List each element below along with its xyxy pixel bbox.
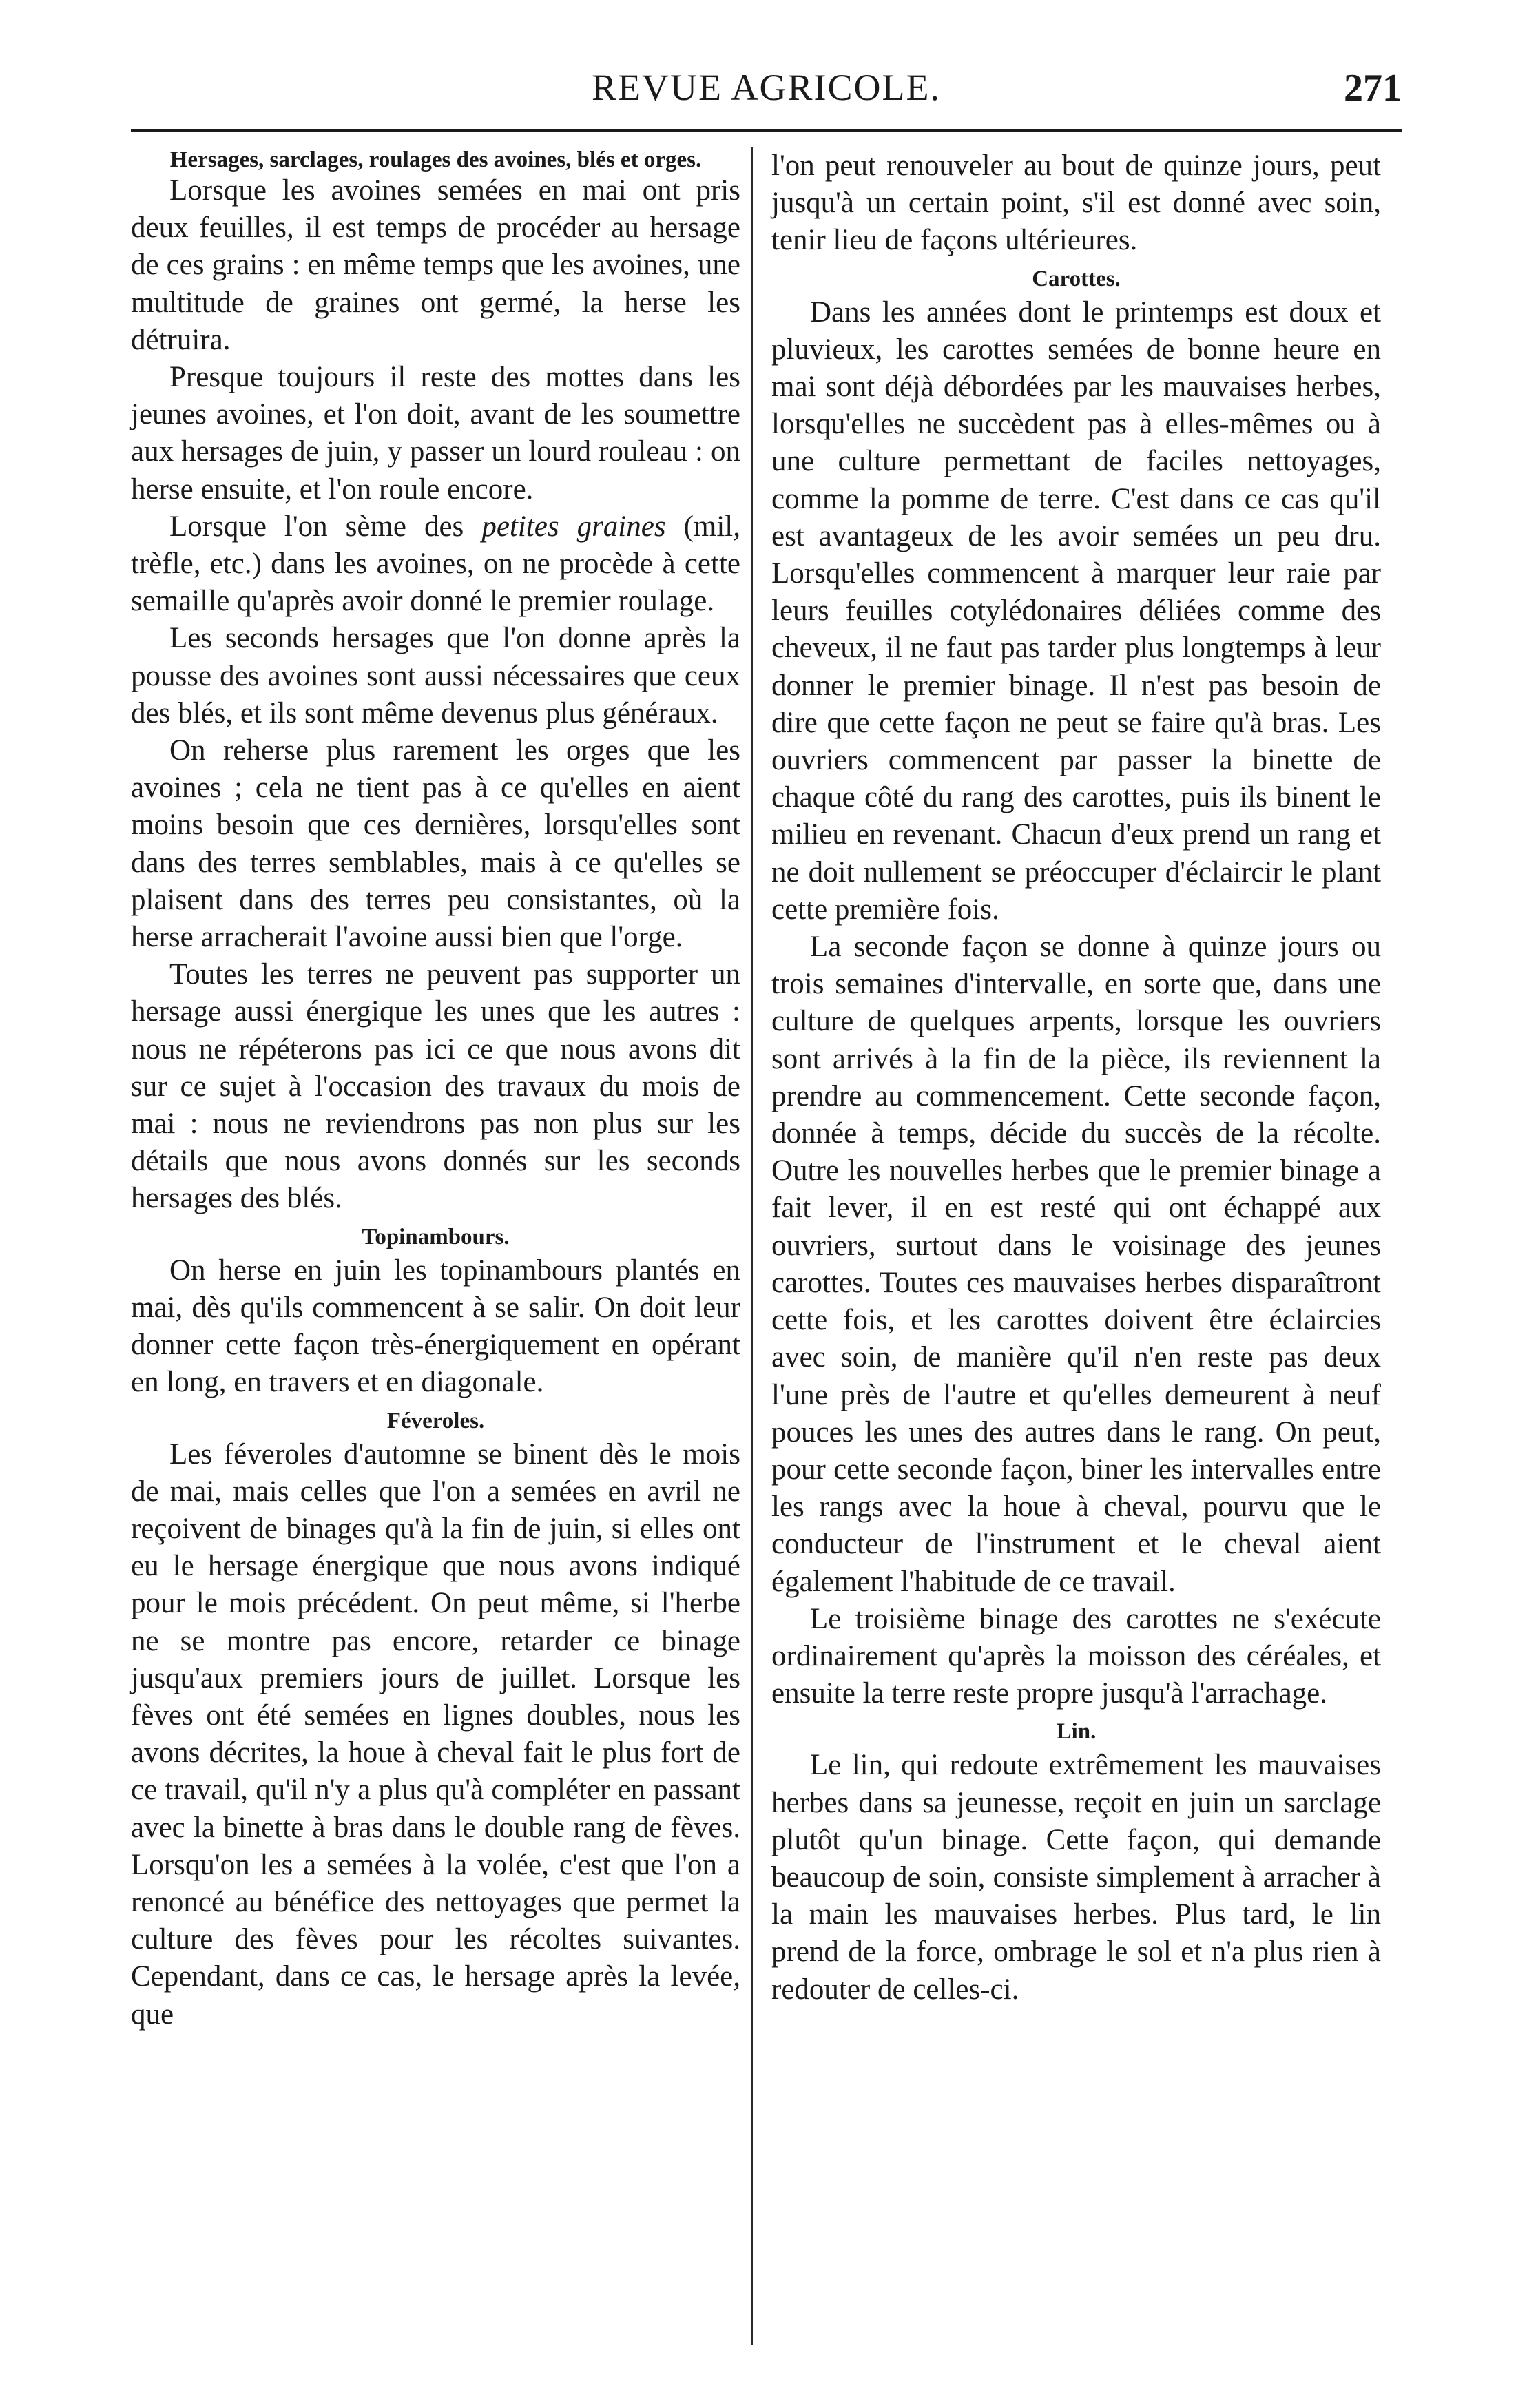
paragraph: Dans les années dont le printemps est doux et pluvieux, les carottes semées de bonne heure en mai sont déjà débordées par les mauvaises herbes, lorsqu'elles ne succèdent pas à elles-mêmes ou à une culture permettant de faciles nettoyages, comme la pomme de terre. C'est dans ce cas qu'il est avantageux de les avoir semées un peu dru. Lorsqu'elles commencent à marquer leur raie par leurs feuilles cotylédonaires déliées comme des cheveux, il ne faut pas tarder plus longtemps à leur donner le premier binage. Il n'est pas besoin de dire que cette façon ne peut se faire qu'à bras. Les ouvriers commencent par passer la binette de chaque côté du rang des carottes, puis ils binent le milieu en revenant. Chacun d'eux prend un rang et ne doit nullement se préoccuper d'éclaircir le plant cette première fois. <box>771 295 1381 926</box>
text-run: Lorsque l'on sème des <box>169 510 482 543</box>
section-title-hersages: Hersages, sarclages, roulages des avoines, blés et orges. <box>169 147 702 172</box>
paragraph: Toutes les terres ne peuvent pas supporter un hersage aussi énergique les unes que les autres : nous ne répéterons pas ici ce que nous avons dit sur ce sujet à l'occasion des travaux du mois de mai : nous ne reviendrons pas non plus sur les détails que nous avons donnés sur les seconds hersages des blés. <box>131 958 740 1215</box>
paragraph: On herse en juin les topinambours plantés en mai, dès qu'ils commencent à se salir. On doit leur donner cette façon très-énergiquement en opérant en long, en travers et en diagonale. <box>131 1254 740 1399</box>
section-title-lin: Lin. <box>1056 1719 1097 1745</box>
text-run: (mil, trèfle, etc.) dans les avoines, on ne procède à cette semaille qu'après avoir donné le premier roulage. <box>131 510 740 618</box>
left-column <box>131 147 740 2033</box>
page-header <box>131 63 1402 132</box>
paragraph-continued: l'on peut renouveler au bout de quinze jours, peut jusqu'à un certain point, s'il est donné avec soin, tenir lieu de façons ultérieures. <box>771 149 1381 257</box>
paragraph: On reherse plus rarement les orges que les avoines ; cela ne tient pas à ce qu'elles en aient moins besoin que ces dernières, lorsqu'elles sont dans des terres semblables, mais à ce qu'elles se plaisent dans des terres peu consistantes, où la herse arracherait l'avoine aussi bien que l'orge. <box>131 734 740 954</box>
running-title: REVUE AGRICOLE. <box>592 67 941 108</box>
page-number: 271 <box>1344 67 1402 110</box>
paragraph <box>131 508 740 621</box>
italic-text: petites graines <box>481 510 666 543</box>
paragraph: Les féveroles d'automne se binent dès le mois de mai, mais celles que l'on a semées en avril ne reçoivent de binages qu'à la fin de juin, si elles ont eu le hersage énergique que nous avons indiqué pour le mois précédent. On peut même, si l'herbe ne se montre pas encore, retarder ce binage jusqu'aux premiers jours de juillet. Lorsque les fèves ont été semées en lignes doubles, nous les avons décrites, la houe à cheval fait le plus fort de ce travail, qu'il n'y a plus qu'à compléter en passant avec la binette à bras dans le double rang de fèves. Lorsqu'on les a semées à la volée, c'est que l'on a renoncé au bénéfice des nettoyages que permet la culture des fèves pour les récoltes suivantes. Cependant, dans ce cas, le hersage après la levée, que <box>131 1437 740 2031</box>
paragraph: Le lin, qui redoute extrêmement les mauvaises herbes dans sa jeunesse, reçoit en juin un sarclage plutôt qu'un binage. Cette façon, qui demande beaucoup de soin, consiste simplement à arracher à la main les mauvaises herbes. Plus tard, le lin prend de la force, ombrage le sol et n'a plus rien à redouter de celles-ci. <box>771 1749 1381 2006</box>
column-divider <box>751 147 753 2345</box>
paragraph: Les seconds hersages que l'on donne après la pousse des avoines sont aussi nécessaires que ceux des blés, et ils sont même devenus plus généraux. <box>131 622 740 729</box>
paragraph: Lorsque les avoines semées en mai ont pris deux feuilles, il est temps de procéder au hersage de ces grains : en même temps que les avoines, une multitude de graines ont germé, la herse les détruira. <box>131 174 740 356</box>
section-title-carottes: Carottes. <box>1032 266 1121 291</box>
right-column <box>771 147 1381 2009</box>
paragraph: Le troisième binage des carottes ne s'exécute ordinairement qu'après la moisson des céréales, et ensuite la terre reste propre jusqu'à l'arrachage. <box>771 1602 1381 1710</box>
paragraph: Presque toujours il reste des mottes dans les jeunes avoines, et l'on doit, avant de les soumettre aux hersages de juin, y passer un lourd rouleau : on herse ensuite, et l'on roule encore. <box>131 361 740 506</box>
paragraph: La seconde façon se donne à quinze jours ou trois semaines d'intervalle, en sorte que, dans une culture de quelques arpents, lorsque les ouvriers sont arrivés à la fin de la pièce, ils reviennent la prendre au commencement. Cette seconde façon, donnée à temps, décide du succès de la récolte. Outre les nouvelles herbes que le premier binage a fait lever, il en est resté qui ont échappé aux ouvriers, surtout dans le voisinage des jeunes carottes. Toutes ces mauvaises herbes disparaîtront cette fois, et les carottes doivent être éclaircies avec soin, de manière qu'il n'en reste pas deux l'une près de l'autre et qu'elles demeurent à neuf pouces les unes des autres dans le rang. On peut, pour cette seconde façon, biner les intervalles entre les rangs avec la houe à cheval, pourvu que le conducteur de l'instrument et le cheval aient également l'habitude de ce travail. <box>771 931 1381 1598</box>
section-title-feveroles: Féveroles. <box>386 1408 485 1433</box>
section-title-topinambours: Topinambours. <box>362 1224 510 1249</box>
